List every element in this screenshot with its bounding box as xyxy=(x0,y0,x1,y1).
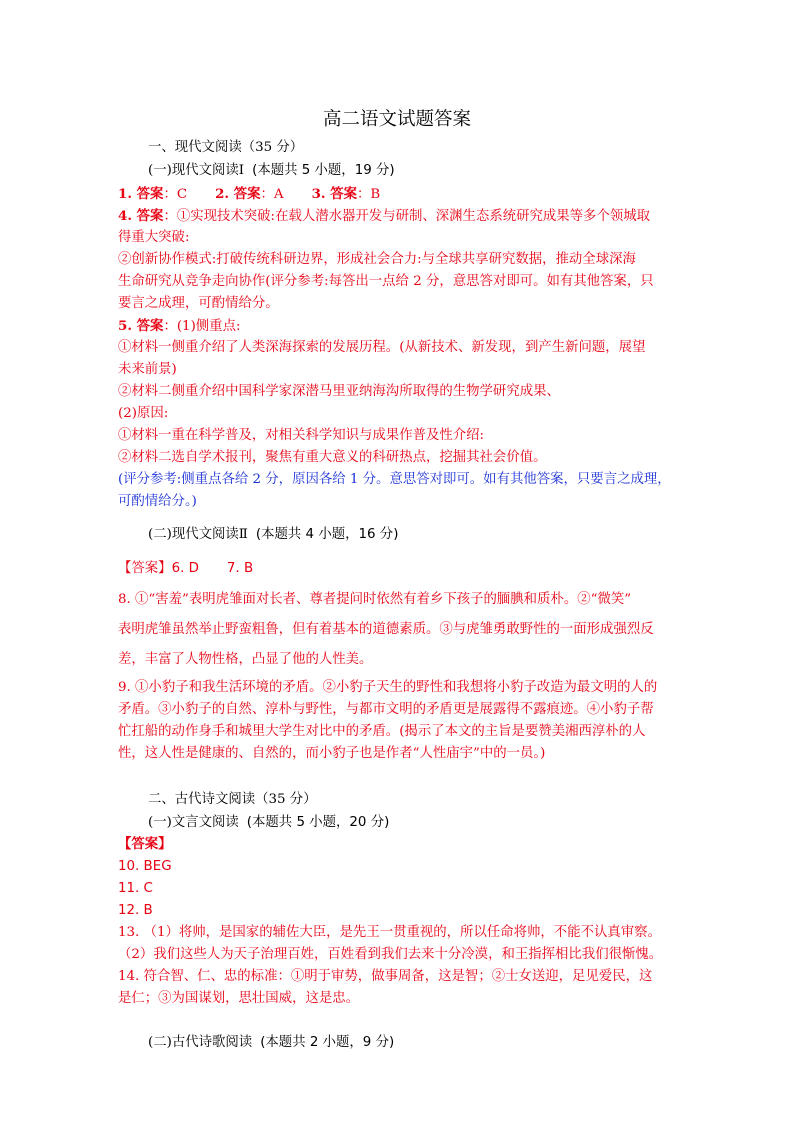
q4-text-1: ：①实现技术突破:在载人潜水器开发与研制、深渊生态系统研究成果等多个领城取 xyxy=(163,209,651,224)
section-1b-note: (本题共 4 小题，16 分) xyxy=(255,527,399,542)
q5-line-1 xyxy=(118,317,240,336)
answers-1-3 xyxy=(118,185,380,204)
q4-line-4: 生命研究从竞争走向协作(评分参考:每答出一点给 2 分，意思答对即可。如有其他答案，只 xyxy=(118,274,654,289)
q5-line-5: (2)原因: xyxy=(118,406,169,421)
q3-label: 3. 答案 xyxy=(311,186,358,202)
q5-line-7: ②材料二选自学术报刊，聚焦有重大意义的科研热点，挖掘其社会价值。 xyxy=(118,450,547,465)
q5-line-4: ②材料二侧重介绍中国科学家深潜马里亚纳海沟所取得的生物学研究成果、 xyxy=(118,384,560,399)
q8-line-3: 差，丰富了人物性格，凸显了他的人性美。 xyxy=(118,652,373,667)
section-1a-note: (本题共 5 小题，19 分) xyxy=(252,163,395,178)
q14-line-2: 是仁；③为国谋划，思壮国威，这是忠。 xyxy=(118,991,360,1006)
q12-answer: 12. B xyxy=(118,903,153,918)
section-2b-note: (本题共 2 小题，9 分) xyxy=(260,1035,395,1050)
q3-value: ：B xyxy=(357,187,381,202)
section-1b-text: (二)现代文阅读Ⅱ xyxy=(148,527,248,542)
q5-line-2: ①材料一侧重介绍了人类深海探索的发展历程。(从新技术、新发现，到产生新问题，展望 xyxy=(118,340,646,355)
q7-value: 7. B xyxy=(226,561,254,576)
q14-line-1: 14. 符合智、仁、忠的标准：①明于审势，做事周备，这是智；②士女送迎，足见爱民，这 xyxy=(118,969,653,984)
section-2b-heading xyxy=(148,1034,394,1052)
q5-text-1: ：(1)侧重点: xyxy=(163,319,241,334)
section-1b-heading xyxy=(148,526,398,544)
q1-value: ：C xyxy=(163,187,188,202)
q2-value: ：A xyxy=(260,187,284,202)
q2-label: 2. 答案 xyxy=(215,186,261,202)
q5-scoring-2: 可酌情给分。) xyxy=(118,494,197,509)
q8-line-2: 表明虎雏虽然举止野蛮粗鲁，但有着基本的道德素质。③与虎雏勇敢野性的一面形成强烈反 xyxy=(118,622,654,637)
q11-answer: 11. C xyxy=(118,881,153,896)
section-2-heading: 二、古代诗文阅读（35 分） xyxy=(148,792,317,807)
q10-answer: 10. BEG xyxy=(118,859,172,874)
page-title: 高二语文试题答案 xyxy=(322,109,471,130)
q4-line-5: 要言之成理，可酌情给分。 xyxy=(118,296,279,311)
q4-label: 4. 答案 xyxy=(118,208,164,224)
section-2b-text: (二)古代诗歌阅读 xyxy=(148,1035,253,1050)
q9-line-1: 9. ①小豹子和我生活环境的矛盾。②小豹子天生的野性和我想将小豹子改造为最文明的人的 xyxy=(118,680,658,695)
section-1-heading xyxy=(148,139,303,157)
q9-line-2: 矛盾。③小豹子的自然、淳朴与野性，与都市文明的矛盾更是展露得不露痕迹。④小豹子帮 xyxy=(118,702,654,717)
q5-label: 5. 答案 xyxy=(118,318,164,334)
section-2a-text: (一)文言文阅读 xyxy=(148,815,239,830)
q9-line-4: 性，这人性是健康的、自然的，而小豹子也是作者“人性庙宇”中的一员。) xyxy=(118,746,546,761)
section-2a-heading xyxy=(148,814,389,832)
q13-line-1: 13. （1）将帅，是国家的辅佐大臣，是先王一贯重视的，所以任命将帅，不能不认真审察。 xyxy=(118,925,661,940)
q5-line-3: 未来前景) xyxy=(118,362,177,377)
q5-line-6: ①材料一重在科学普及，对相关科学知识与成果作普及性介绍: xyxy=(118,428,485,443)
q1-label: 1. 答案 xyxy=(118,186,164,202)
section-1a-text: (一)现代文阅读Ⅰ xyxy=(148,163,245,178)
section-1-text: 一、现代文阅读（35 分） xyxy=(148,140,304,155)
q4-line-1 xyxy=(118,207,650,226)
q4-line-3: ②创新协作模式:打破传统科研边界，形成社会合力:与全球共享研究数据，推动全球深海 xyxy=(118,252,636,267)
q6-7-label: 【答案】 xyxy=(118,561,172,576)
q9-line-3: 忙扛船的动作身手和城里大学生对比中的矛盾。(揭示了本文的主旨是要赞美湘西淳朴的人 xyxy=(118,724,646,739)
q13-line-2: （2）我们这些人为天子治理百姓，百姓看到我们去来十分冷漠，和王指挥相比我们很惭愧。 xyxy=(118,947,663,962)
q8-line-1: 8. ①“害羞”表明虎雏面对长者、尊者提问时依然有着乡下孩子的腼腆和质朴。②“微笑” xyxy=(118,592,632,607)
section-2a-note: (本题共 5 小题，20 分) xyxy=(246,815,390,830)
q6-value: 6. D xyxy=(171,561,199,576)
answers-6-7 xyxy=(118,560,253,578)
q4-line-2: 得重大突破: xyxy=(118,230,190,245)
section-1a-heading xyxy=(148,162,395,180)
answer-label: 【答案】 xyxy=(118,837,172,852)
q5-scoring-1: (评分参考:侧重点各给 2 分，原因各给 1 分。意思答对即可。如有其他答案，只要言之成理， xyxy=(118,472,671,487)
